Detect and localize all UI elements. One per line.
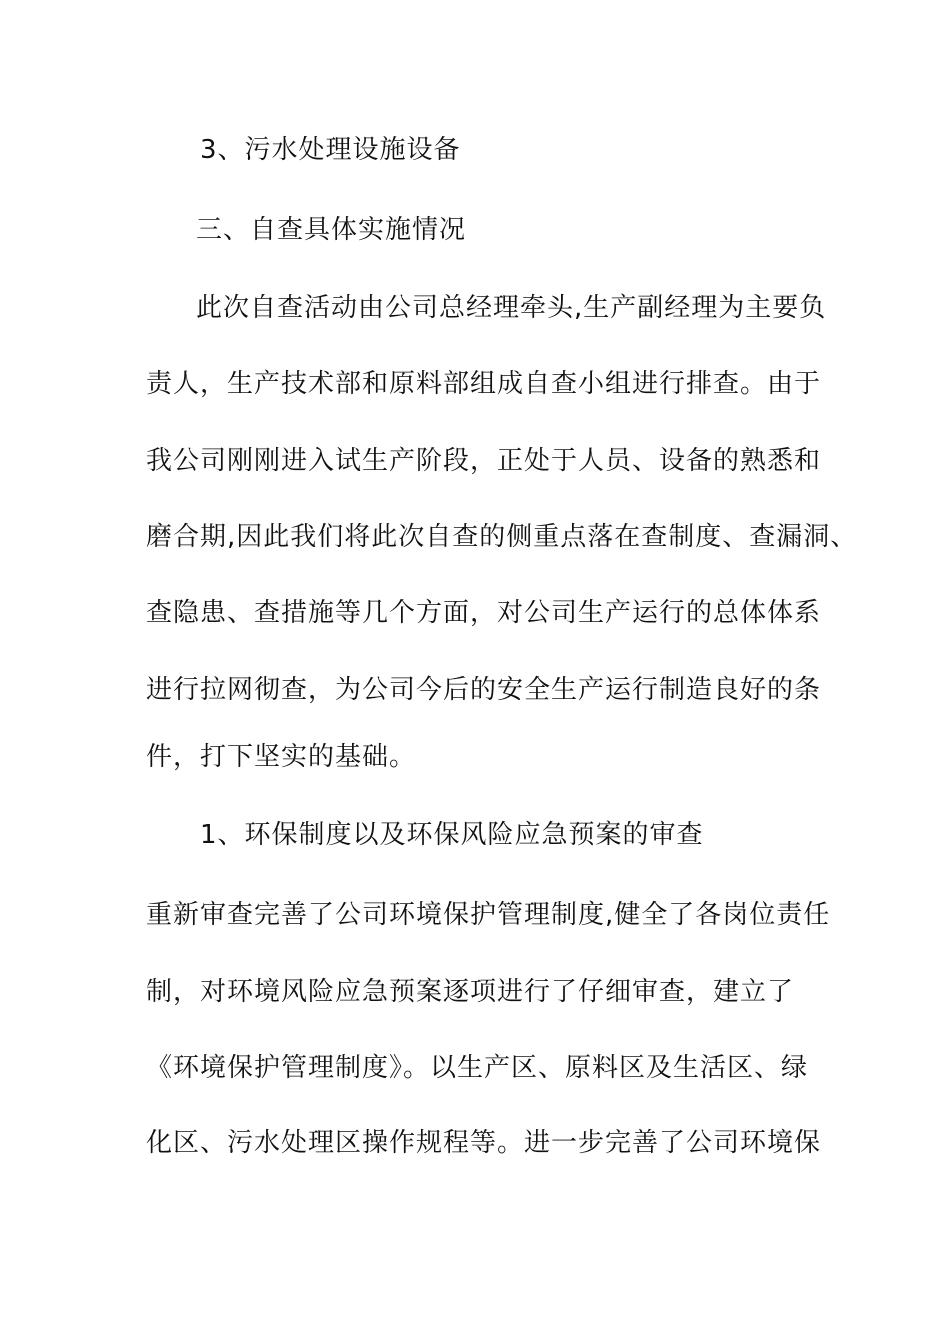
paragraph-line: 责人，生产技术部和原料部组成自查小组进行排查。由于 <box>146 369 822 399</box>
paragraph-line: 件，打下坚实的基础。 <box>146 742 417 772</box>
subheading-sewage-facilities: 3、污水处理设施设备 <box>200 135 461 165</box>
paragraph-line: 此次自查活动由公司总经理牵头,生产副经理为主要负 <box>196 293 827 323</box>
paragraph-line: 查隐患、查措施等几个方面，对公司生产运行的总体体系 <box>146 598 822 628</box>
section-heading-self-inspection: 三、自查具体实施情况 <box>196 215 467 245</box>
paragraph-line: 我公司刚刚进入试生产阶段，正处于人员、设备的熟悉和 <box>146 446 822 476</box>
paragraph-line: 重新审查完善了公司环境保护管理制度,健全了各岗位责任 <box>146 900 831 930</box>
paragraph-line: 磨合期,因此我们将此次自查的侧重点落在查制度、查漏洞、 <box>146 522 858 552</box>
paragraph-line: 《环境保护管理制度》。以生产区、原料区及生活区、绿 <box>146 1053 809 1083</box>
paragraph-line: 化区、污水处理区操作规程等。进一步完善了公司环境保 <box>146 1128 822 1158</box>
paragraph-line: 进行拉网彻查，为公司今后的安全生产运行制造良好的条 <box>146 675 822 705</box>
subheading-environmental-system-review: 1、环保制度以及环保风险应急预案的审查 <box>200 820 704 850</box>
paragraph-line: 制，对环境风险应急预案逐项进行了仔细审查，建立了 <box>146 977 795 1007</box>
